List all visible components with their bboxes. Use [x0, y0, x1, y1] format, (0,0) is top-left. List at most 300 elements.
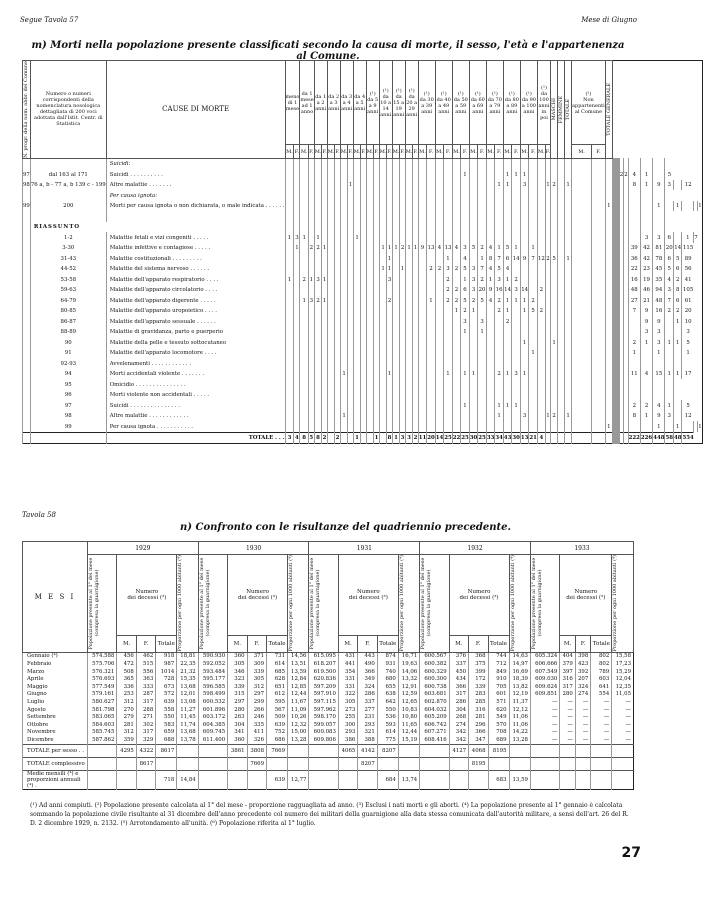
- month-value: 392: [575, 668, 590, 676]
- value-cell: 3: [665, 411, 674, 422]
- month-value: —: [575, 721, 590, 729]
- month-value: —: [575, 736, 590, 744]
- value-cell: [452, 253, 461, 264]
- value-cell: 9: [653, 411, 665, 422]
- month-value: 397: [560, 668, 575, 676]
- value-cell: 1: [640, 180, 652, 191]
- value-cell: [478, 201, 487, 212]
- month-value: 266: [247, 706, 266, 714]
- month-value: 554: [591, 691, 612, 699]
- month-value: 315: [228, 691, 247, 699]
- month-value: 456: [117, 652, 136, 660]
- month-value: 614: [267, 660, 288, 668]
- value-cell: 1: [665, 400, 674, 411]
- value-cell: [285, 253, 294, 264]
- value-cell: [285, 169, 294, 180]
- value-cell: 1: [628, 348, 640, 359]
- value-cell: [469, 253, 478, 264]
- value-cell: [435, 285, 444, 296]
- value-cell: 2: [461, 306, 470, 317]
- value-cell: [565, 264, 572, 275]
- value-cell: [486, 232, 495, 243]
- month-value: 21,32: [177, 668, 198, 676]
- value-cell: [673, 232, 682, 243]
- month-value: 324: [575, 683, 590, 691]
- month-value: 17,23: [612, 660, 634, 668]
- totale-sesso-row-value: [177, 744, 198, 757]
- value-cell: [340, 201, 348, 212]
- month-value: —: [612, 721, 634, 729]
- value-cell: 1: [529, 243, 538, 254]
- value-cell: [520, 274, 529, 285]
- value-cell: [327, 421, 335, 432]
- month-value: 288: [136, 706, 155, 714]
- value-cell: [558, 327, 565, 338]
- value-cell: [327, 400, 335, 411]
- month-value: 12,01: [177, 691, 198, 699]
- month-value: 404: [560, 652, 575, 660]
- value-cell: [551, 306, 558, 317]
- value-cell: [551, 201, 558, 212]
- month-value: 15,00: [288, 728, 309, 736]
- male-subheader: M.: [520, 145, 529, 158]
- value-cell: [469, 358, 478, 369]
- totale-cell: 8: [300, 432, 308, 444]
- value-cell: 1: [565, 180, 572, 191]
- value-cell: [529, 180, 538, 191]
- value-cell: 2: [444, 295, 453, 306]
- value-cell: [469, 169, 478, 180]
- value-cell: [673, 390, 682, 401]
- value-cell: [418, 306, 427, 317]
- row-codes: 80-85: [30, 306, 106, 317]
- value-cell: [628, 316, 640, 327]
- value-cell: 2: [469, 295, 478, 306]
- month-value: 317: [136, 698, 155, 706]
- value-cell: [379, 316, 387, 327]
- table-row: [23, 400, 703, 411]
- value-cell: 1: [565, 253, 572, 264]
- value-cell: 9: [653, 180, 665, 191]
- value-cell: 14: [520, 285, 529, 296]
- value-cell: [314, 253, 322, 264]
- value-cell: [379, 180, 387, 191]
- value-cell: 4: [640, 369, 652, 380]
- value-cell: [478, 358, 487, 369]
- value-cell: 3: [640, 327, 652, 338]
- month-value: 609.745: [198, 728, 227, 736]
- value-cell: [512, 390, 521, 401]
- totale-complessivo-row-value: [228, 757, 247, 770]
- value-cell: 7: [495, 253, 504, 264]
- totale-cell: 226: [640, 432, 652, 444]
- month-value: 312: [117, 728, 136, 736]
- row-codes: 64-79: [30, 295, 106, 306]
- month-value: 322: [338, 691, 357, 699]
- row-codes: 99: [30, 421, 106, 432]
- value-cell: 5: [495, 264, 504, 275]
- totale-cell: 448: [653, 432, 665, 444]
- medie-row-value: 13,59: [509, 770, 530, 789]
- value-cell: [592, 201, 606, 212]
- value-cell: [551, 379, 558, 390]
- value-cell: 3: [495, 274, 504, 285]
- month-value: 411: [247, 728, 266, 736]
- value-cell: [444, 306, 453, 317]
- value-cell: [640, 390, 652, 401]
- month-value: —: [560, 721, 575, 729]
- month-value: 299: [247, 698, 266, 706]
- value-cell: [405, 411, 413, 422]
- row-cause: Morti violente non accidentali . . . . .: [106, 390, 285, 401]
- value-cell: [469, 390, 478, 401]
- month-value: 321: [358, 728, 377, 736]
- month-value: 597.962: [309, 706, 338, 714]
- value-cell: [444, 180, 453, 191]
- value-cell: 5: [665, 264, 674, 275]
- value-cell: [503, 358, 512, 369]
- totale-cell: [565, 432, 572, 444]
- value-cell: 1: [322, 274, 327, 285]
- value-cell: 1: [529, 348, 538, 359]
- value-cell: [503, 411, 512, 422]
- totale-label: TOTALE: [565, 98, 572, 120]
- row-cause: Morti accidentali violente . . . . . . .: [106, 369, 285, 380]
- value-cell: [405, 285, 413, 296]
- value-cell: [405, 253, 413, 264]
- age-label: meno di 1 mese: [285, 93, 300, 112]
- value-cell: [444, 400, 453, 411]
- value-cell: 1: [640, 411, 652, 422]
- value-cell: [353, 411, 361, 422]
- value-cell: [605, 379, 612, 390]
- month-value: 680: [377, 675, 398, 683]
- value-cell: [461, 232, 470, 243]
- month-value: 18,81: [177, 652, 198, 660]
- proportion-header: [398, 555, 419, 653]
- comparison-table-body: [23, 652, 634, 789]
- value-cell: [285, 327, 294, 338]
- month-value: 11,74: [177, 721, 198, 729]
- month-value: 639: [156, 698, 177, 706]
- male-subheader: M.: [379, 145, 387, 158]
- month-value: —: [612, 698, 634, 706]
- month-value: 931: [377, 660, 398, 668]
- value-cell: 1: [469, 369, 478, 380]
- totale-cell: 8: [314, 432, 322, 444]
- age-group-header: [340, 61, 353, 145]
- f-subheader: F.: [575, 635, 590, 652]
- value-cell: [340, 169, 348, 180]
- age-note: (¹): [423, 90, 430, 97]
- value-cell: [353, 253, 361, 264]
- value-cell: 1: [653, 201, 665, 212]
- value-cell: [444, 232, 453, 243]
- value-cell: [520, 327, 529, 338]
- month-value: 638: [377, 691, 398, 699]
- month-row: [23, 728, 634, 736]
- month-value: 789: [591, 668, 612, 676]
- month-value: 604.385: [198, 721, 227, 729]
- value-cell: [366, 306, 374, 317]
- totale-cell: 8: [387, 432, 392, 444]
- month-value: 508: [117, 668, 136, 676]
- month-value: 571: [488, 698, 509, 706]
- value-cell: [379, 379, 387, 390]
- value-cell: [418, 411, 427, 422]
- value-cell: [486, 358, 495, 369]
- value-cell: [327, 411, 335, 422]
- value-cell: [379, 400, 387, 411]
- row-cause: Malattie della pelle e tessuto sottocutaneo: [106, 337, 285, 348]
- month-value: 329: [136, 736, 155, 744]
- value-cell: [405, 169, 413, 180]
- value-cell: [418, 264, 427, 275]
- value-cell: [565, 232, 572, 243]
- value-cell: [551, 264, 558, 275]
- month-value: 12,32: [288, 721, 309, 729]
- value-cell: 4: [461, 253, 470, 264]
- female-subheader: F.: [294, 145, 300, 158]
- value-cell: [452, 337, 461, 348]
- age-label: da 5 a 9 anni: [367, 96, 379, 115]
- value-cell: [565, 421, 572, 432]
- value-cell: 2: [537, 285, 545, 296]
- month-value: 509: [267, 713, 288, 721]
- value-cell: [551, 400, 558, 411]
- value-cell: [565, 285, 572, 296]
- age-group-header: [300, 61, 314, 145]
- table-row: [23, 253, 703, 264]
- value-cell: [435, 295, 444, 306]
- medie-row-value: 683: [488, 770, 509, 789]
- value-cell: [537, 358, 545, 369]
- month-value: 490: [358, 660, 377, 668]
- value-cell: [565, 274, 572, 285]
- month-value: 598.170: [309, 713, 338, 721]
- value-cell: [314, 348, 322, 359]
- value-cell: [392, 421, 400, 432]
- month-value: 600.382: [420, 660, 449, 668]
- month-value: 587.862: [88, 736, 117, 744]
- value-cell: 1: [285, 232, 294, 243]
- age-label: da 20 a 29 anni: [406, 93, 418, 118]
- value-cell: [300, 327, 308, 338]
- totale-complessivo-row: [23, 757, 634, 770]
- month-value: 575.706: [88, 660, 117, 668]
- totale-cell: 1: [374, 432, 379, 444]
- value-cell: 3: [665, 180, 674, 191]
- value-cell: [558, 285, 565, 296]
- value-cell: [665, 327, 674, 338]
- value-cell: [340, 358, 348, 369]
- value-cell: [392, 201, 400, 212]
- month-value: —: [575, 698, 590, 706]
- age-group-header: [520, 61, 537, 145]
- value-cell: [605, 358, 612, 369]
- value-cell: 4: [653, 400, 665, 411]
- month-value: 599.057: [309, 721, 338, 729]
- value-cell: [405, 201, 413, 212]
- row-cause: Malattie dell'apparato respiratorio . . . .: [106, 274, 285, 285]
- value-cell: [392, 358, 400, 369]
- month-value: 231: [358, 713, 377, 721]
- value-cell: 2: [495, 295, 504, 306]
- row-number: 98: [23, 180, 31, 191]
- month-row: [23, 652, 634, 660]
- value-cell: [665, 358, 674, 369]
- month-value: 14,22: [509, 728, 530, 736]
- value-cell: [529, 264, 538, 275]
- medie-row-value: 639: [267, 770, 288, 789]
- value-cell: [392, 306, 400, 317]
- value-cell: [478, 400, 487, 411]
- value-cell: 4: [628, 169, 640, 180]
- value-cell: [478, 369, 487, 380]
- month-value: 628: [267, 675, 288, 683]
- value-cell: 1: [294, 243, 300, 254]
- totale-cell: 3: [285, 432, 294, 444]
- value-cell: 21: [640, 295, 652, 306]
- value-cell: [572, 400, 592, 411]
- value-cell: [572, 243, 592, 254]
- female-subheader: F.: [335, 145, 340, 158]
- value-cell: 89: [682, 253, 694, 264]
- value-cell: 5: [682, 400, 694, 411]
- row-cause: Malattie fetali e vizi congeniti . . . . .: [106, 232, 285, 243]
- value-cell: 16: [495, 285, 504, 296]
- value-cell: 1: [413, 243, 418, 254]
- month-name: Gennaio (⁴): [23, 652, 88, 660]
- population-header: [88, 555, 117, 653]
- totale-sesso-row-value: [612, 744, 634, 757]
- totale-cell: 4: [537, 432, 545, 444]
- male-subheader: M.: [392, 145, 400, 158]
- month-value: —: [591, 728, 612, 736]
- value-cell: [392, 337, 400, 348]
- value-cell: [452, 232, 461, 243]
- month-value: 583.065: [88, 713, 117, 721]
- value-cell: 12: [682, 411, 694, 422]
- value-cell: 7: [478, 264, 487, 275]
- medie-row-value: [530, 770, 559, 789]
- value-cell: [405, 295, 413, 306]
- value-cell: 115: [682, 243, 694, 254]
- value-cell: [592, 348, 606, 359]
- value-cell: 94: [653, 285, 665, 296]
- value-cell: [592, 232, 606, 243]
- value-cell: 11: [628, 369, 640, 380]
- value-cell: 3: [512, 369, 521, 380]
- value-cell: [353, 306, 361, 317]
- value-cell: [469, 411, 478, 422]
- age-group-header: [537, 61, 550, 145]
- value-cell: 2: [551, 411, 558, 422]
- value-cell: [461, 421, 470, 432]
- row-codes: 96: [30, 390, 106, 401]
- totale-cell: 2: [335, 432, 340, 444]
- non-appartenenti-header: [572, 61, 606, 145]
- value-cell: [366, 400, 374, 411]
- value-cell: [478, 411, 487, 422]
- value-cell: 42: [640, 243, 652, 254]
- totale-cell: 20: [427, 432, 436, 444]
- table-row: [23, 379, 703, 390]
- row-codes: 92-93: [30, 358, 106, 369]
- totale-sesso-row-value: [198, 744, 227, 757]
- totale-complessivo-row-value: [398, 757, 419, 770]
- value-cell: [392, 411, 400, 422]
- month-name: Dicembre: [23, 736, 88, 744]
- population-header: [198, 555, 227, 653]
- value-cell: 1: [673, 421, 682, 432]
- value-cell: [435, 306, 444, 317]
- value-cell: [682, 201, 694, 212]
- value-cell: [379, 390, 387, 401]
- value-cell: 1: [495, 180, 504, 191]
- mortality-table: [22, 60, 703, 444]
- month-value: 286: [449, 698, 468, 706]
- month-value: 12,44: [288, 691, 309, 699]
- month-value: 639: [267, 721, 288, 729]
- value-cell: 2: [628, 337, 640, 348]
- month-value: 600.738: [420, 683, 449, 691]
- month-value: —: [560, 728, 575, 736]
- month-value: 339: [228, 683, 247, 691]
- value-cell: 1: [665, 337, 674, 348]
- value-cell: [327, 358, 335, 369]
- month-value: 472: [117, 660, 136, 668]
- totale-complessivo-row-value: [449, 757, 468, 770]
- value-cell: [340, 390, 348, 401]
- value-cell: [327, 379, 335, 390]
- value-cell: 1: [682, 348, 694, 359]
- totale-complessivo-row-value: [156, 757, 177, 770]
- value-cell: [605, 285, 612, 296]
- totale-cell: [366, 432, 374, 444]
- value-cell: 2: [512, 274, 521, 285]
- value-cell: [572, 285, 592, 296]
- value-cell: [512, 264, 521, 275]
- value-cell: [300, 421, 308, 432]
- value-cell: [327, 169, 335, 180]
- medie-row-value: [88, 770, 117, 789]
- value-cell: [435, 201, 444, 212]
- totale-cell: 554: [682, 432, 694, 444]
- table-row: [23, 274, 703, 285]
- month-value: 642: [377, 698, 398, 706]
- month-value: 13,28: [509, 736, 530, 744]
- value-cell: [340, 327, 348, 338]
- female-subheader: F.: [427, 145, 436, 158]
- month-name: Febbraio: [23, 660, 88, 668]
- year-header: 1931: [309, 542, 420, 555]
- value-cell: 35: [653, 274, 665, 285]
- value-cell: 2: [452, 285, 461, 296]
- value-cell: [572, 379, 592, 390]
- value-cell: [327, 264, 335, 275]
- value-cell: [353, 379, 361, 390]
- value-cell: 1: [478, 253, 487, 264]
- year-header: 1930: [198, 542, 309, 555]
- deaths-header: [228, 555, 288, 636]
- month-value: —: [612, 713, 634, 721]
- month-value: 597.115: [309, 698, 338, 706]
- female-subheader: F.: [361, 145, 366, 158]
- value-cell: [353, 421, 361, 432]
- population-label: Popolazione presente al 1° del mese (compresa la guarnigione): [420, 557, 433, 650]
- value-cell: 48: [653, 295, 665, 306]
